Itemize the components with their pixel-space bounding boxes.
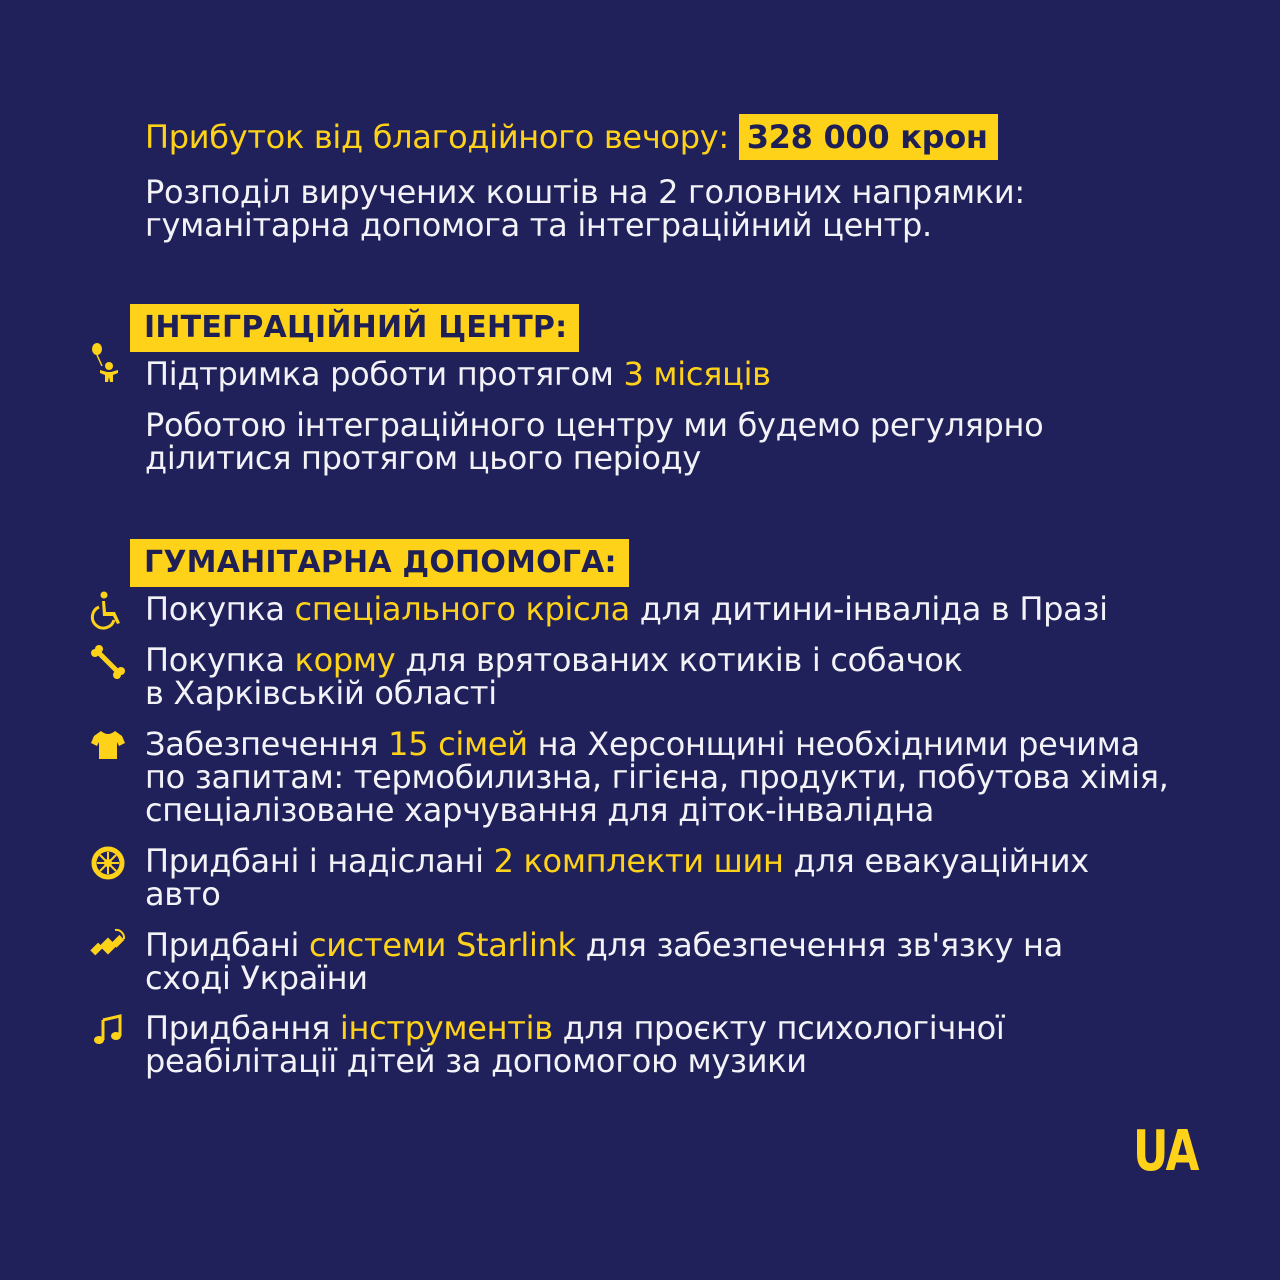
humanitarian-item-chair-text-a: Покупка bbox=[145, 590, 295, 628]
profit-description-line1: Розподіл виручених коштів на 2 головних напрямки: bbox=[145, 173, 1025, 211]
humanitarian-item-starlink-highlight: системи Starlink bbox=[308, 926, 576, 964]
humanitarian-item-instruments-line2: реабілітації дітей за допомогою музики bbox=[145, 1042, 807, 1080]
balloon-child-icon bbox=[88, 342, 128, 382]
humanitarian-item-food-text-a: Покупка bbox=[145, 641, 295, 679]
humanitarian-item-food bbox=[145, 641, 963, 679]
humanitarian-item-tires-highlight: 2 комплекти шин bbox=[493, 842, 784, 880]
integration-item-support-text: Підтримка роботи протягом bbox=[145, 355, 624, 393]
humanitarian-item-chair-highlight: спеціального крісла bbox=[294, 590, 630, 628]
integration-item-share-line2: ділитися протягом цього періоду bbox=[145, 439, 702, 477]
humanitarian-item-food-text-b: для врятованих котиків і собачок bbox=[395, 641, 963, 679]
integration-heading: ІНТЕГРАЦІЙНИЙ ЦЕНТР: bbox=[130, 304, 579, 352]
humanitarian-item-tires-text-b: для евакуаційних bbox=[783, 842, 1089, 880]
humanitarian-item-tires-line2: авто bbox=[145, 875, 221, 913]
tire-icon bbox=[88, 843, 128, 883]
humanitarian-item-starlink-text-a: Придбані bbox=[145, 926, 309, 964]
bone-icon bbox=[88, 642, 128, 682]
humanitarian-item-instruments-text-b: для проєкту психологічної bbox=[552, 1009, 1005, 1047]
integration-item-support-highlight: 3 місяців bbox=[623, 355, 771, 393]
humanitarian-item-families-line2: по запитам: термобилизна, гігієна, продукти, побутова хімія, bbox=[145, 758, 1169, 796]
profit-amount-badge: 328 000 крон bbox=[739, 114, 998, 160]
humanitarian-heading: ГУМАНІТАРНА ДОПОМОГА: bbox=[130, 539, 629, 587]
ua-logo: UA bbox=[1133, 1119, 1198, 1184]
humanitarian-item-tires bbox=[145, 842, 1089, 880]
humanitarian-item-starlink-text-b: для забезпечення зв'язку на bbox=[575, 926, 1063, 964]
humanitarian-item-families-highlight: 15 сімей bbox=[388, 725, 528, 763]
humanitarian-item-instruments-text-a: Придбання bbox=[145, 1009, 340, 1047]
humanitarian-item-instruments-highlight: інструментів bbox=[339, 1009, 553, 1047]
humanitarian-item-families bbox=[145, 725, 1140, 763]
integration-item-support bbox=[145, 355, 771, 393]
humanitarian-item-families-text-a: Забезпечення bbox=[145, 725, 389, 763]
profit-label: Прибуток від благодійного вечору: bbox=[145, 118, 729, 156]
humanitarian-item-tires-text-a: Придбані і надіслані bbox=[145, 842, 494, 880]
humanitarian-item-instruments bbox=[145, 1009, 1005, 1047]
profit-line bbox=[145, 118, 998, 156]
satellite-icon bbox=[88, 926, 128, 966]
profit-description-line2: гуманітарна допомога та інтеграційний центр. bbox=[145, 206, 932, 244]
humanitarian-item-starlink bbox=[145, 926, 1063, 964]
humanitarian-item-families-text-b: на Херсонщині необхідними речима bbox=[527, 725, 1140, 763]
humanitarian-item-starlink-line2: сході України bbox=[145, 959, 368, 997]
tshirt-icon bbox=[88, 725, 128, 765]
humanitarian-item-families-line3: спеціалізоване харчування для діток-інвалідна bbox=[145, 791, 935, 829]
humanitarian-item-chair bbox=[145, 590, 1108, 628]
humanitarian-item-food-line2: в Харківській області bbox=[145, 674, 497, 712]
humanitarian-item-food-highlight: корму bbox=[294, 641, 396, 679]
humanitarian-item-chair-text-b: для дитини-інваліда в Празі bbox=[629, 590, 1108, 628]
wheelchair-icon bbox=[88, 590, 128, 630]
integration-item-share-line1: Роботою інтеграційного центру ми будемо регулярно bbox=[145, 406, 1044, 444]
music-note-icon bbox=[88, 1010, 128, 1050]
